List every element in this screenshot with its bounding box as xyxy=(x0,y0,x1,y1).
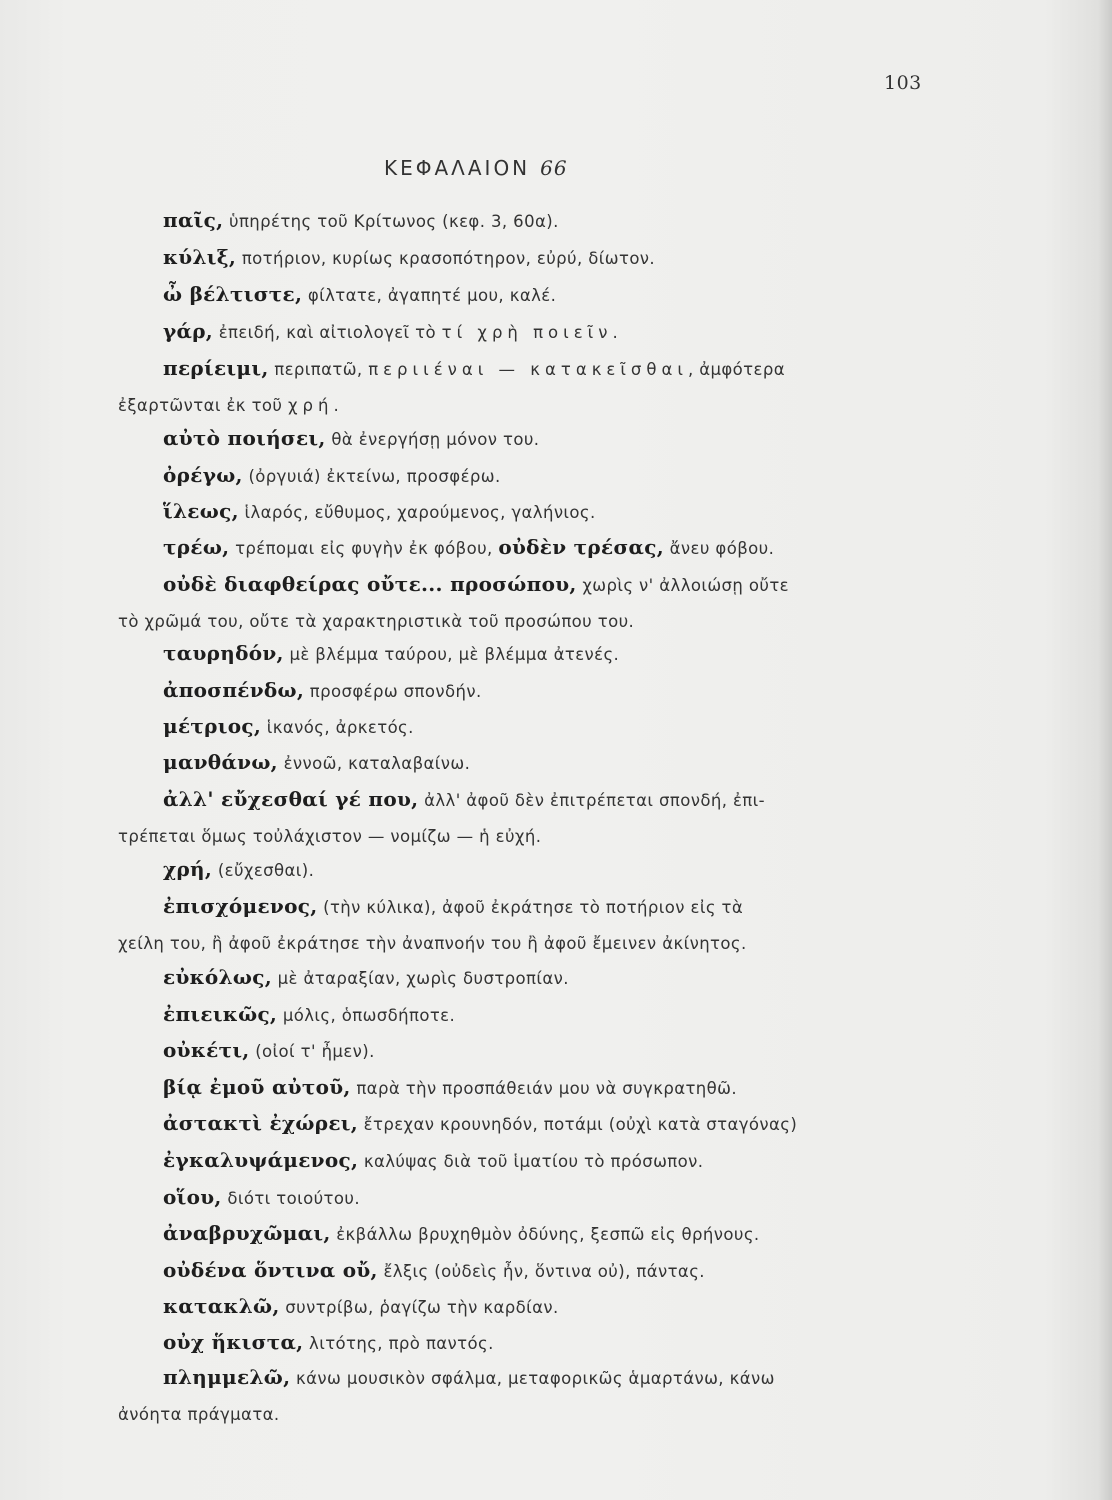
entry-term: κύλιξ, xyxy=(163,245,237,269)
glossary-entry xyxy=(118,636,948,673)
entry-definition: μόλις, ὁπωσδήποτε. xyxy=(277,1006,456,1025)
entry-definition: λιτότης, πρὸ παντός. xyxy=(303,1334,494,1353)
glossary-entry xyxy=(118,1216,948,1253)
entry-continuation: τρέπεται ὅμως τοὐλάχιστον — νομίζω — ἡ εὐχή. xyxy=(118,827,542,846)
entry-term: ταυρηδόν, xyxy=(163,641,284,665)
glossary-entry xyxy=(118,673,948,710)
glossary-entry xyxy=(118,745,948,782)
entry-definition-end: , ἀμφότερα xyxy=(687,360,785,379)
entry-term: βίᾳ ἐμοῦ αὐτοῦ, xyxy=(163,1075,351,1099)
entry-term: οἵου, xyxy=(163,1185,222,1209)
glossary-entry xyxy=(118,889,948,962)
chapter-heading xyxy=(384,156,568,180)
glossary-entry xyxy=(118,997,948,1034)
entry-continuation: τὸ χρῶμά του, οὔτε τὰ χαρακτηριστικὰ τοῦ προσώπου του. xyxy=(118,612,635,631)
glossary-entry xyxy=(118,1070,948,1107)
glossary-entry xyxy=(118,530,948,567)
entry-definition: μὲ βλέμμα ταύρου, μὲ βλέμμα ἀτενές. xyxy=(283,645,620,664)
page-edge-shadow xyxy=(1098,0,1112,1500)
glossary-entry xyxy=(118,1033,948,1070)
glossary-entry xyxy=(118,1106,948,1143)
entry-continuation-end: . xyxy=(333,396,340,415)
glossary-entry xyxy=(118,782,948,855)
entry-term: οὐδένα ὅντινα οὔ, xyxy=(163,1258,378,1282)
glossary-entry xyxy=(118,1289,948,1326)
entry-spaced-quote: χρή xyxy=(287,396,334,415)
entry-spaced-quote: περιιέναι — κατακεῖσθαι xyxy=(368,360,688,379)
entry-definition: (οἰοί τ' ἦμεν). xyxy=(249,1042,375,1061)
entry-term: ἐπισχόμενος, xyxy=(163,894,318,918)
entry-term: κατακλῶ, xyxy=(163,1294,280,1318)
chapter-label: ΚΕΦΑΛΑΙΟΝ xyxy=(384,156,531,180)
chapter-number: 66 xyxy=(540,156,568,180)
entry-term: οὐκέτι, xyxy=(163,1038,250,1062)
entry-definition: ἐκβάλλω βρυχηθμὸν ὀδύνης, ξεσπῶ εἰς θρήνους. xyxy=(330,1225,760,1244)
entry-term: γάρ, xyxy=(163,319,214,343)
entry-definition: ἐπειδή, καὶ αἰτιολογεῖ τὸ xyxy=(213,323,442,342)
entry-definition: χωρὶς ν' ἀλλοιώσῃ οὔτε xyxy=(576,576,790,595)
entry-term: μέτριος, xyxy=(163,714,262,738)
glossary-entry xyxy=(118,240,948,277)
entry-definition: ὑπηρέτης τοῦ Κρίτωνος (κεφ. 3, 60α). xyxy=(223,212,559,231)
entry-definition: (εὔχεσθαι). xyxy=(212,861,315,880)
glossary-entry xyxy=(118,709,948,746)
entry-definition: παρὰ τὴν προσπάθειάν μου νὰ συγκρατηθῶ. xyxy=(350,1079,738,1098)
glossary-entry xyxy=(118,1143,948,1180)
glossary-entry xyxy=(118,1180,948,1217)
glossary-entry xyxy=(118,494,948,531)
glossary-entry xyxy=(118,203,948,240)
entry-definition: κάνω μουσικὸν σφάλμα, μεταφορικῶς ἁμαρτάνω, κάνω xyxy=(290,1369,775,1388)
entry-continuation: ἀνόητα πράγματα. xyxy=(118,1405,280,1424)
entry-term: τρέω, xyxy=(163,535,230,559)
entry-definition: περιπατῶ, xyxy=(268,360,369,379)
entry-term: εὐκόλως, xyxy=(163,965,272,989)
page-number: 103 xyxy=(884,72,922,94)
entry-term: ἀλλ' εὔχεσθαί γέ που, xyxy=(163,787,419,811)
entry-term: οὐδὲ διαφθείρας οὔτε... προσώπου, xyxy=(163,572,577,596)
entry-continuation: χείλη του, ἢ ἀφοῦ ἐκράτησε τὴν ἀναπνοήν του ἢ ἀφοῦ ἔμεινεν ἀκίνητος. xyxy=(118,934,747,953)
entry-definition: διότι τοιούτου. xyxy=(221,1189,360,1208)
entry-term: παῖς, xyxy=(163,208,224,232)
entry-definition: (ὀργυιά) ἐκτείνω, προσφέρω. xyxy=(242,467,501,486)
glossary-entry xyxy=(118,421,948,458)
entry-definition: ἐννοῶ, καταλαβαίνω. xyxy=(277,754,471,773)
entry-spaced-quote: τί χρὴ ποιεῖν xyxy=(441,323,613,342)
entry-term: μανθάνω, xyxy=(163,750,278,774)
entry-term: ἐπιεικῶς, xyxy=(163,1002,278,1026)
glossary-entry xyxy=(118,351,948,424)
entry-term: ἐγκαλυψάμενος, xyxy=(163,1148,359,1172)
entry-term: ὦ βέλτιστε, xyxy=(163,282,303,306)
entry-definition: (τὴν κύλικα), ἀφοῦ ἐκράτησε τὸ ποτήριον εἰς τὰ xyxy=(317,898,744,917)
entry-definition: προσφέρω σπονδήν. xyxy=(304,682,482,701)
entry-definition: φίλτατε, ἀγαπητέ μου, καλέ. xyxy=(302,286,557,305)
entry-definition-secondary: ἄνευ φόβου. xyxy=(663,539,775,558)
entry-term-secondary: οὐδὲν τρέσας, xyxy=(498,535,664,559)
entry-term: ἀναβρυχῶμαι, xyxy=(163,1221,331,1245)
glossary-entry xyxy=(118,277,948,314)
entry-definition: ἀλλ' ἀφοῦ δὲν ἐπιτρέπεται σπονδή, ἐπι- xyxy=(418,791,765,810)
glossary-entry xyxy=(118,314,948,351)
entry-definition: ἔλξις (οὐδεὶς ἦν, ὅντινα οὐ), πάντας. xyxy=(377,1262,705,1281)
entry-term: αὐτὸ ποιήσει, xyxy=(163,426,326,450)
entry-definition: καλύψας διὰ τοῦ ἱματίου τὸ πρόσωπον. xyxy=(358,1152,704,1171)
entry-definition: συντρίβω, ῥαγίζω τὴν καρδίαν. xyxy=(279,1298,559,1317)
entry-term: χρή, xyxy=(163,857,213,881)
entry-definition: τρέπομαι εἰς φυγὴν ἐκ φόβου, xyxy=(229,539,499,558)
entry-term: περίειμι, xyxy=(163,356,269,380)
entry-term: πλημμελῶ, xyxy=(163,1365,291,1389)
entry-definition: ποτήριον, κυρίως κρασοπότηρον, εὐρύ, δίωτον. xyxy=(236,249,656,268)
entry-continuation: ἐξαρτῶνται ἐκ τοῦ xyxy=(118,396,288,415)
glossary-entry xyxy=(118,567,948,640)
entry-definition: ἱλαρός, εὔθυμος, χαρούμενος, γαλήνιος. xyxy=(238,503,596,522)
entry-definition: ἱκανός, ἀρκετός. xyxy=(261,718,414,737)
entry-term: οὐχ ἥκιστα, xyxy=(163,1330,304,1354)
entry-term: ἀποσπένδω, xyxy=(163,678,305,702)
glossary-entry xyxy=(118,1360,948,1433)
glossary-entry xyxy=(118,960,948,997)
glossary-entry xyxy=(118,1253,948,1290)
entry-term: ἀστακτὶ ἐχώρει, xyxy=(163,1111,359,1135)
glossary-entry xyxy=(118,458,948,495)
entry-definition: θὰ ἐνεργήσῃ μόνον του. xyxy=(325,430,540,449)
entry-definition-end: . xyxy=(612,323,619,342)
glossary-entry xyxy=(118,852,948,889)
glossary-entry xyxy=(118,1325,948,1362)
entry-definition: μὲ ἀταραξίαν, χωρὶς δυστροπίαν. xyxy=(271,969,569,988)
entry-term: ὀρέγω, xyxy=(163,463,243,487)
entry-definition: ἔτρεχαν κρουνηδόν, ποτάμι (οὐχὶ κατὰ σταγόνας) xyxy=(358,1115,798,1134)
entry-term: ἵλεως, xyxy=(163,499,239,523)
